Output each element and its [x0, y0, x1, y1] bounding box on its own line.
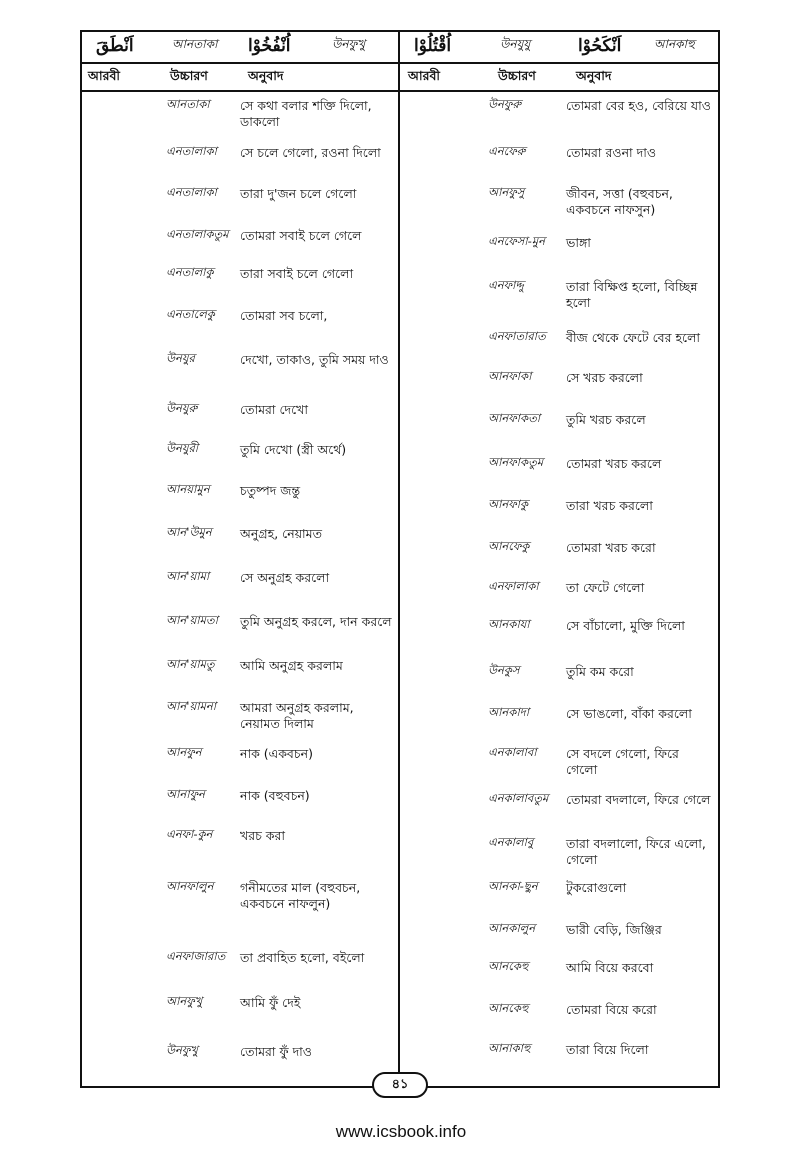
guide-right-1-translit	[500, 30, 530, 62]
pronunciation: এনফাদ্দু	[488, 278, 524, 292]
pronunciation: এনফাতারাত	[488, 329, 546, 343]
meaning: তোমরা সব চলো,	[240, 308, 328, 323]
pronunciation: এনতালাকা	[166, 144, 217, 158]
pronunciation: আনফুন	[166, 745, 202, 759]
meaning: গনীমতের মাল (বহুবচন, একবচনে নাফলুন)	[240, 880, 361, 912]
meaning: আমি ফুঁ দেই	[240, 995, 301, 1010]
meaning: টুকরোগুলো	[566, 880, 627, 895]
header-arabic: আরবী	[408, 68, 440, 83]
pronunciation: উনফুখু	[166, 1043, 198, 1057]
meaning: তোমরা খরচ করো	[566, 540, 656, 555]
pronunciation: আনফুসু	[488, 185, 525, 199]
guide-arabic: اَنْطَقَ	[96, 36, 134, 56]
pronunciation: আনফাকা	[488, 369, 532, 383]
guide-left-2-translit	[332, 30, 365, 62]
meaning: ভারী বেড়ি, জিঞ্জির	[566, 922, 662, 937]
guide-right-2-translit	[654, 30, 695, 62]
pronunciation: এনতালাকতুম	[166, 227, 229, 241]
meaning: তুমি অনুগ্রহ করলে, দান করলে	[240, 614, 392, 629]
meaning: তারা বদলালো, ফিরে এলো, গেলো	[566, 836, 706, 868]
header-rule	[80, 90, 720, 92]
pronunciation: এনফেরু	[488, 144, 526, 158]
meaning: অনুগ্রহ, নেয়ামত	[240, 526, 323, 541]
meaning: তোমরা দেখো	[240, 402, 308, 417]
meaning: ভাঙ্গা	[566, 235, 591, 250]
pronunciation: এনফালাকা	[488, 579, 539, 593]
pronunciation: আনফেকু	[488, 539, 530, 553]
pronunciation: উনকুস	[488, 663, 520, 677]
meaning: আমরা অনুগ্রহ করলাম, নেয়ামত দিলাম	[240, 700, 354, 732]
meaning: আমি অনুগ্রহ করলাম	[240, 658, 343, 673]
pronunciation: আনফাকতুম	[488, 455, 544, 469]
guide-left-1	[96, 30, 134, 62]
pronunciation: আনফাকতা	[488, 411, 541, 425]
guide-translit: উনযুযু	[500, 37, 531, 51]
meaning: নাক (বহুবচন)	[240, 788, 310, 803]
header-pronunciation: উচ্চারণ	[498, 68, 536, 83]
meaning: সে খরচ করলো	[566, 370, 643, 385]
meaning: তোমরা ফুঁ দাও	[240, 1044, 312, 1059]
pronunciation: এনকালাবতুম	[488, 791, 549, 805]
meaning: তোমরা খরচ করলে	[566, 456, 662, 471]
meaning: তারা দু'জন চলে গেলো	[240, 186, 357, 201]
meaning: চতুষ্পদ জন্তু	[240, 483, 301, 498]
meaning: বীজ থেকে ফেটে বের হলো	[566, 330, 701, 345]
meaning: তোমরা বদলালে, ফিরে গেলে	[566, 792, 711, 807]
pronunciation: আনকা-ছুন	[488, 879, 538, 893]
pronunciation: আনকেহু	[488, 959, 529, 973]
guide-rule	[80, 62, 720, 64]
pronunciation: আনতাকা	[166, 97, 210, 111]
pronunciation: আন'য়ামা	[166, 569, 210, 583]
meaning: সে কথা বলার শক্তি দিলো, ডাকলো	[240, 98, 372, 130]
pronunciation: আনাফুন	[166, 787, 205, 801]
meaning: সে বাঁচালো, মুক্তি দিলো	[566, 618, 685, 633]
header-pronunciation: উচ্চারণ	[170, 68, 208, 83]
meaning: আমি বিয়ে করবো	[566, 960, 654, 975]
pronunciation: আনকাযা	[488, 617, 530, 631]
pronunciation: উনযুর	[166, 351, 195, 365]
meaning: তারা সবাই চলে গেলো	[240, 266, 354, 281]
guide-arabic: اُنْفُخُوْا	[248, 36, 291, 56]
pronunciation: আনাকাহু	[488, 1041, 531, 1055]
meaning: তোমরা সবাই চলে গেলে	[240, 228, 362, 243]
pronunciation: এনফা-কুন	[166, 827, 213, 841]
guide-arabic: اُقْتُلُوْا	[414, 36, 452, 56]
pronunciation: এনকালাবা	[488, 745, 537, 759]
guide-right-1	[414, 30, 451, 62]
meaning: তুমি খরচ করলে	[566, 412, 646, 427]
guide-right-2	[578, 30, 621, 62]
header-arabic: আরবী	[88, 68, 120, 83]
pronunciation: আনফুখু	[166, 994, 203, 1008]
pronunciation: উনফুরু	[488, 97, 522, 111]
meaning: তুমি কম করো	[566, 664, 634, 679]
footer-url: www.icsbook.info	[335, 1122, 467, 1141]
column-divider	[398, 30, 400, 1088]
pronunciation: এনফেসা-মুন	[488, 234, 545, 248]
pronunciation: এনতালাকা	[166, 185, 217, 199]
pronunciation: আনকালুন	[488, 921, 536, 935]
pronunciation: এনফাজারাত	[166, 949, 226, 963]
pronunciation: আন'উমুন	[166, 525, 212, 539]
meaning: তোমরা বের হও, বেরিয়ে যাও	[566, 98, 711, 113]
meaning: সে ভাঙলো, বাঁকা করলো	[566, 706, 692, 721]
pronunciation: এনতালেকু	[166, 307, 215, 321]
meaning: তারা বিক্ষিপ্ত হলো, বিচ্ছিন্ন হলো	[566, 279, 698, 311]
meaning: দেখো, তাকাও, তুমি সময় দাও	[240, 352, 389, 367]
pronunciation: আন'য়ামতু	[166, 657, 215, 671]
meaning: তোমরা রওনা দাও	[566, 145, 657, 160]
pronunciation: আনফাকু	[488, 497, 529, 511]
page-number: ৪১	[372, 1072, 428, 1098]
meaning: তারা খরচ করলো	[566, 498, 653, 513]
pronunciation: আনফালুন	[166, 879, 214, 893]
meaning: সে অনুগ্রহ করলো	[240, 570, 330, 585]
meaning: তুমি দেখো (স্ত্রী অর্থে)	[240, 442, 347, 457]
pronunciation: আন'য়ামতা	[166, 613, 218, 627]
meaning: সে চলে গেলো, রওনা দিলো	[240, 145, 381, 160]
pronunciation: আনয়ামুন	[166, 482, 210, 496]
guide-left-2	[248, 30, 291, 62]
meaning: সে বদলে গেলো, ফিরে গেলো	[566, 746, 679, 778]
pronunciation: আনকাদা	[488, 705, 530, 719]
pronunciation: উনযুরু	[166, 401, 198, 415]
pronunciation: আনকেহু	[488, 1001, 529, 1015]
header-meaning: অনুবাদ	[576, 68, 612, 83]
meaning: তোমরা বিয়ে করো	[566, 1002, 657, 1017]
meaning: নাক (একবচন)	[240, 746, 313, 761]
pronunciation: আন'য়ামনা	[166, 699, 217, 713]
meaning: খরচ করা	[240, 828, 286, 843]
pronunciation: এনকালাবু	[488, 835, 534, 849]
guide-translit: আনকাহু	[654, 37, 695, 51]
header-meaning: অনুবাদ	[248, 68, 284, 83]
guide-translit: আনতাকা	[172, 37, 218, 51]
meaning: তা ফেটে গেলো	[566, 580, 645, 595]
meaning: তারা বিয়ে দিলো	[566, 1042, 649, 1057]
meaning: তা প্রবাহিত হলো, বইলো	[240, 950, 365, 965]
guide-left-1-translit	[172, 30, 218, 62]
meaning: জীবন, সত্তা (বহুবচন, একবচনে নাফসুন)	[566, 186, 673, 218]
guide-arabic: اَنْكَحُوْا	[578, 36, 622, 56]
pronunciation: উনযুরী	[166, 441, 199, 455]
pronunciation: এনতালাকু	[166, 265, 214, 279]
guide-translit: উনফুখু	[332, 37, 366, 51]
